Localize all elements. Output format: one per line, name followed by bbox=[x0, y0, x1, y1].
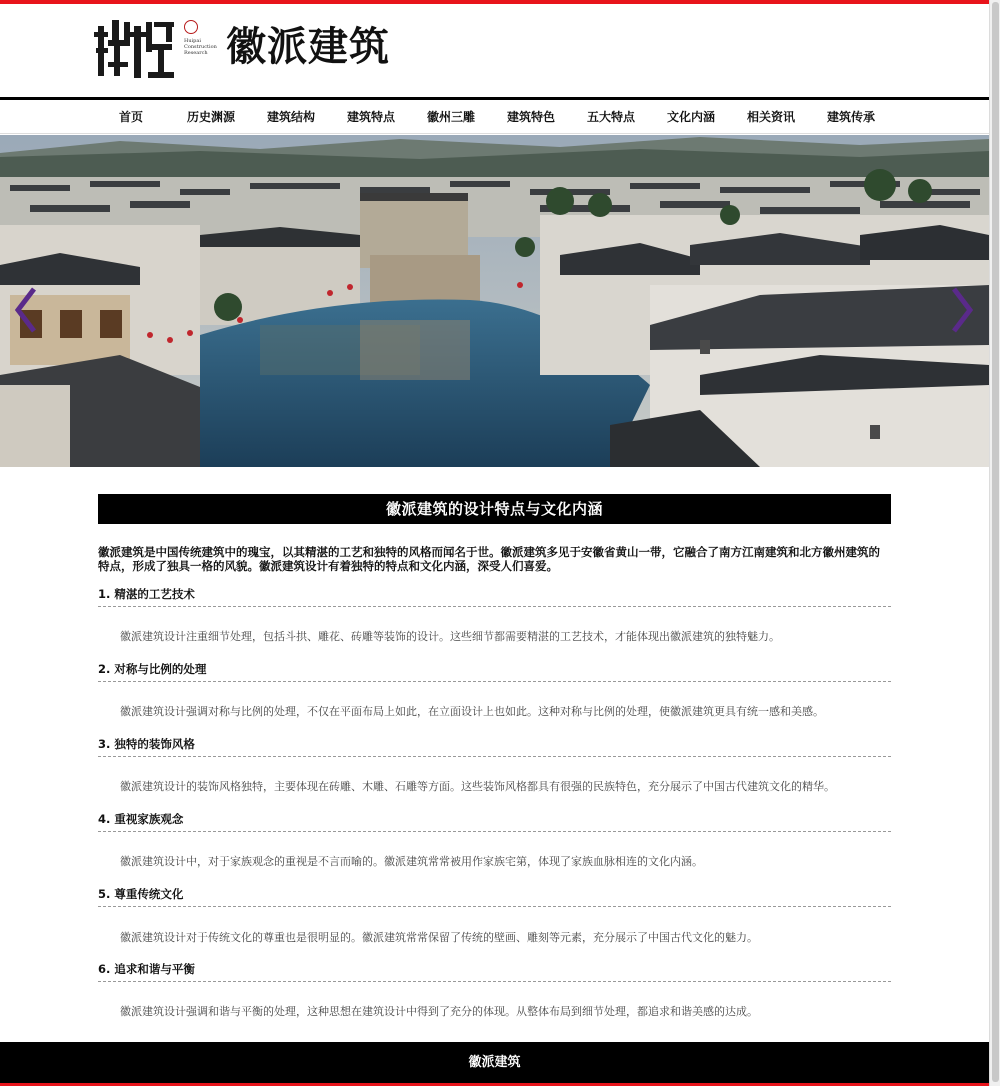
nav-item-features[interactable]: 建筑特点 bbox=[346, 110, 395, 124]
nav-item-home[interactable]: 首页 bbox=[118, 110, 143, 124]
nav-item-five-features[interactable]: 五大特点 bbox=[586, 110, 635, 124]
hero-banner[interactable] bbox=[0, 135, 989, 467]
banner-image bbox=[0, 135, 989, 467]
feature-heading-1: 1. 精湛的工艺技术 bbox=[98, 585, 891, 607]
logo-subtitle: Huipai Construction Research bbox=[184, 38, 217, 56]
chevron-right-icon bbox=[948, 285, 976, 335]
feature-text-2: 徽派建筑设计强调对称与比例的处理，不仅在平面布局上如此，在立面设计上也如此。这种对称与比例的处理，使徽派建筑更具有统一感和美感。 bbox=[120, 705, 824, 718]
nav-item-three-carvings[interactable]: 徽州三雕 bbox=[426, 110, 475, 124]
feature-text-5: 徽派建筑设计对于传统文化的尊重也是很明显的。徽派建筑常常保留了传统的壁画、雕刻等元素，充分展示了中国古代文化的魅力。 bbox=[120, 931, 758, 944]
logo-mark-icon bbox=[94, 18, 178, 84]
feature-heading-4: 4. 重视家族观念 bbox=[98, 810, 891, 832]
banner-prev-button[interactable] bbox=[12, 285, 40, 335]
scrollbar-thumb[interactable] bbox=[992, 2, 999, 1082]
logo-seal-icon bbox=[184, 20, 198, 34]
nav-item-structure[interactable]: 建筑结构 bbox=[266, 110, 315, 124]
nav-item-culture[interactable]: 文化内涵 bbox=[666, 110, 715, 124]
nav-item-characteristics[interactable]: 建筑特色 bbox=[506, 110, 555, 124]
vertical-scrollbar[interactable] bbox=[989, 0, 1000, 1086]
nav-item-heritage[interactable]: 建筑传承 bbox=[826, 110, 875, 124]
footer: 徽派建筑 bbox=[0, 1042, 989, 1083]
banner-next-button[interactable] bbox=[948, 285, 976, 335]
feature-heading-2: 2. 对称与比例的处理 bbox=[98, 660, 891, 682]
header bbox=[0, 4, 989, 96]
section-title: 徽派建筑的设计特点与文化内涵 bbox=[98, 494, 891, 524]
feature-heading-3: 3. 独特的装饰风格 bbox=[98, 735, 891, 757]
nav-item-history[interactable]: 历史渊源 bbox=[186, 110, 235, 124]
site-logo[interactable] bbox=[94, 18, 217, 84]
feature-text-1: 徽派建筑设计注重细节处理，包括斗拱、雕花、砖雕等装饰的设计。这些细节都需要精湛的工艺技术，才能体现出徽派建筑的独特魅力。 bbox=[120, 630, 780, 643]
main-nav bbox=[0, 100, 989, 134]
feature-text-3: 徽派建筑设计的装饰风格独特，主要体现在砖雕、木雕、石雕等方面。这些装饰风格都具有很强的民族特色，充分展示了中国古代建筑文化的精华。 bbox=[120, 780, 835, 793]
feature-text-4: 徽派建筑设计中，对于家族观念的重视是不言而喻的。徽派建筑常常被用作家族宅第，体现了家族血脉相连的文化内涵。 bbox=[120, 855, 703, 868]
feature-heading-6: 6. 追求和谐与平衡 bbox=[98, 960, 891, 982]
feature-heading-5: 5. 尊重传统文化 bbox=[98, 885, 891, 907]
nav-item-news[interactable]: 相关资讯 bbox=[746, 110, 795, 124]
feature-text-6: 徽派建筑设计强调和谐与平衡的处理，这种思想在建筑设计中得到了充分的体现。从整体布局到细节处理，都追求和谐美感的达成。 bbox=[120, 1005, 758, 1018]
site-title: 徽派建筑 bbox=[226, 24, 390, 70]
intro-paragraph: 徽派建筑是中国传统建筑中的瑰宝，以其精湛的工艺和独特的风格而闻名于世。徽派建筑多见于安徽省黄山一带，它融合了南方江南建筑和北方徽州建筑的特点，形成了独具一格的风貌。徽派建筑设计有着独特的特点和文化内涵，深受人们喜爱。 bbox=[98, 545, 880, 573]
chevron-left-icon bbox=[12, 285, 40, 335]
